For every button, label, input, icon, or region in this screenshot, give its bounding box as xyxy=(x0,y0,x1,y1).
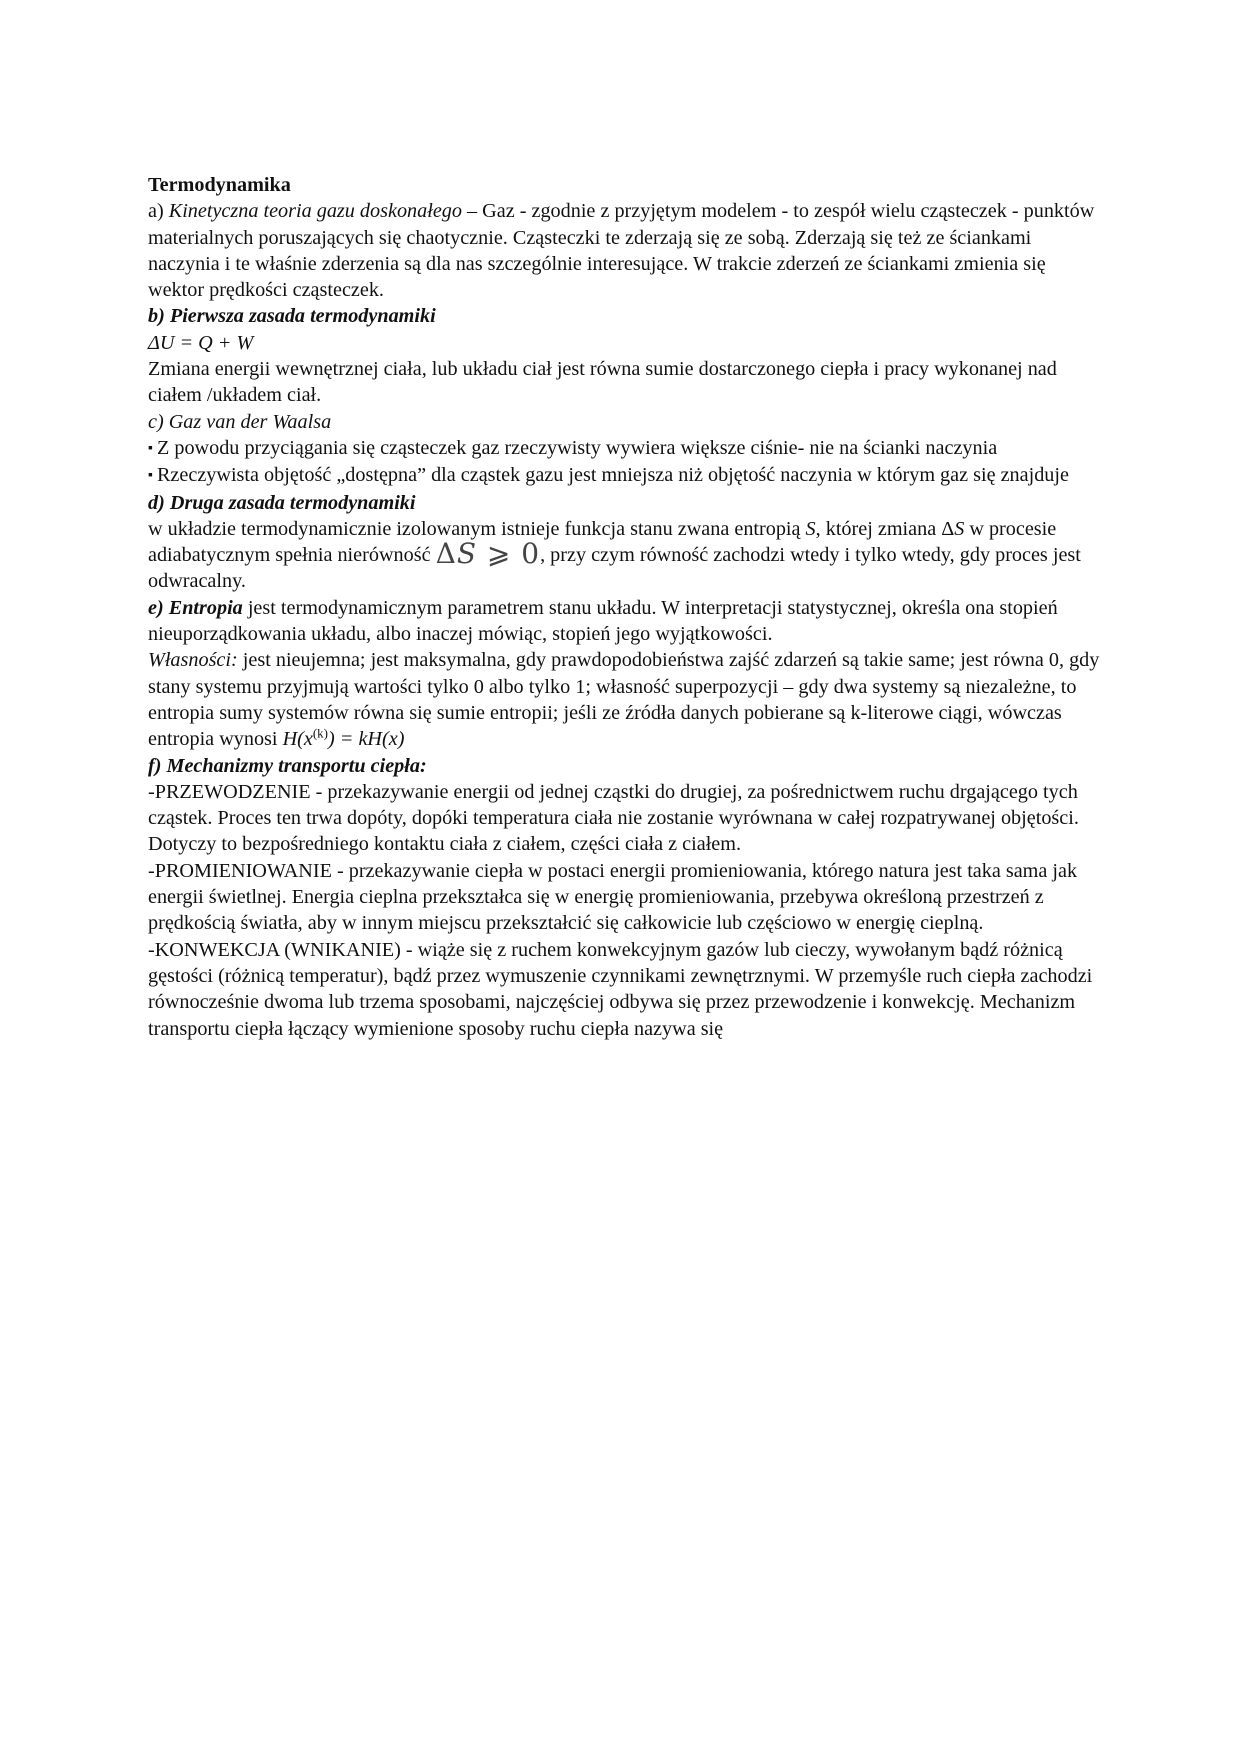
bullet-icon: ▪ xyxy=(148,440,153,456)
text-run: w procesie adiabatycznym spełnia nierówność xyxy=(148,517,1057,567)
formula-superscript: (k) xyxy=(312,725,329,741)
formula-part: (x) xyxy=(382,728,405,751)
section-a-heading: Kinetyczna teoria gazu doskonałego xyxy=(168,200,462,223)
text-run: - wiąże się z ruchem konwekcyjnym gazów lub cieczy, wywołanym bądź różnicą gęstości (różnicą temperatur), bądź przez wymuszenie czynnikami zewnętrznymi. W przemyśle ruch ciepła zachodzi równocześnie dwoma lub trzema sposobami, najczęściej odbywa się przez przewodzenie i konwekcję. Mechanizm transportu ciepła łączący wymienione sposoby ruchu ciepła nazywa się xyxy=(148,938,1093,1040)
document-title: Termodynamika xyxy=(148,174,291,196)
section-b-text: Zmiana energii wewnętrznej ciała, lub układu ciał jest równa sumie dostarczonego ciepła i pracy wykonanej nad ciałem /układem ciał. xyxy=(148,358,1057,407)
przewodzenie-paragraph xyxy=(148,779,1100,858)
formula-part: ) = xyxy=(328,728,359,751)
formula-part: kH xyxy=(358,728,383,751)
text-run: , przy czym równość zachodzi wtedy i tylko wtedy, gdy proces jest odwracalny. xyxy=(148,544,1081,593)
bullet-text: Rzeczywista objętość „dostępna” dla cząstek gazu jest mniejsza niż objętość naczynia w którym gaz się znajduje xyxy=(156,464,1069,487)
section-a-prefix: a) xyxy=(148,200,169,223)
bullet-item xyxy=(148,462,1100,489)
bullet-icon: ▪ xyxy=(148,468,153,484)
section-e-text xyxy=(148,595,1100,648)
promieniowanie-paragraph xyxy=(148,858,1100,937)
entropy-properties xyxy=(148,647,1100,752)
section-a-text: – Gaz - zgodnie z przyjętym modelem - to zespół wielu cząsteczek - punktów materialnych poruszających się chaotycznie. Cząsteczki te zderzają się ze sobą. Zderzają się też ze ściankami naczynia i te właśnie zderzenia są dla nas szczególnie interesujące. W trakcie zderzeń ze ściankami zmienia się wektor prędkości cząsteczek. xyxy=(148,200,1095,302)
text-run: , której zmiana Δ xyxy=(815,517,955,540)
section-a xyxy=(148,198,1100,303)
section-b-heading: b) Pierwsza zasada termodynamiki xyxy=(148,305,436,328)
section-f-heading: f) Mechanizmy transportu ciepła: xyxy=(148,754,427,777)
text-run: jest nieujemna; jest maksymalna, gdy prawdopodobieństwa zajść zdarzeń są takie same; jest równa 0, gdy stany systemu przyjmują wartości tylko 0 albo tylko 1; własność superpozycji – gdy dwa systemy są niezależne, to entropia sumy systemów równa się sumie entropii; jeśli ze źródła danych pobierane są k-literowe ciągi, wówczas entropia wynosi xyxy=(148,649,1100,751)
konwekcja-paragraph xyxy=(148,937,1100,1042)
text-run: - przekazywanie ciepła w postaci energii promieniowania, którego natura jest taka sama jak energii świetlnej. Energia cieplna przekształca się w energię promieniowania, przebywa określoną przestrzeń z prędkością światła, aby w innym miejscu przekształcić się całkowicie lub częściowo w energię cieplną. xyxy=(148,859,1078,935)
section-c-heading: c) Gaz van der Waalsa xyxy=(148,410,332,433)
formula-part: (x xyxy=(297,728,313,751)
bullet-text: Z powodu przyciągania się cząsteczek gaz rzeczywisty wywiera większe ciśnie- nie na ścianki naczynia xyxy=(156,436,998,459)
properties-label: Własności: xyxy=(148,649,238,672)
konwekcja-label: -KONWEKCJA (WNIKANIE) xyxy=(148,938,401,961)
promieniowanie-label: -PROMIENIOWANIE xyxy=(148,859,332,882)
entropy-symbol: S xyxy=(805,517,816,540)
math-ge: ⩾ 0 xyxy=(477,537,541,571)
bullet-item xyxy=(148,435,1100,462)
section-d-text xyxy=(148,516,1100,595)
math-s: S xyxy=(456,537,477,571)
first-law-formula: ΔU = Q + W xyxy=(148,331,254,354)
text-run: jest termodynamicznym parametrem stanu układu. W interpretacji statystycznej, określa ona stopień nieuporządkowania układu, albo inaczej mówiąc, stopień jego wyjątkowości. xyxy=(148,596,1058,646)
section-d-heading: d) Druga zasada termodynamiki xyxy=(148,491,416,514)
inequality-formula xyxy=(436,537,541,570)
przewodzenie-label: -PRZEWODZENIE xyxy=(148,780,311,803)
section-e-heading: e) Entropia xyxy=(148,596,243,619)
math-delta: Δ xyxy=(435,537,457,571)
text-run: - przekazywanie energii od jednej cząstki do drugiej, za pośrednictwem ruchu drgającego tych cząstek. Proces ten trwa dopóty, dopóki temperatura ciała nie zostanie wyrównana w całej rozpatrywanej objętości. Dotyczy to bezpośredniego kontaktu ciała z ciałem, części ciała z ciałem. xyxy=(148,780,1079,856)
formula-part: H xyxy=(282,728,298,751)
text-run: w układzie termodynamicznie izolowanym istnieje funkcja stanu zwana entropią xyxy=(148,517,806,540)
entropy-symbol: S xyxy=(954,517,965,540)
